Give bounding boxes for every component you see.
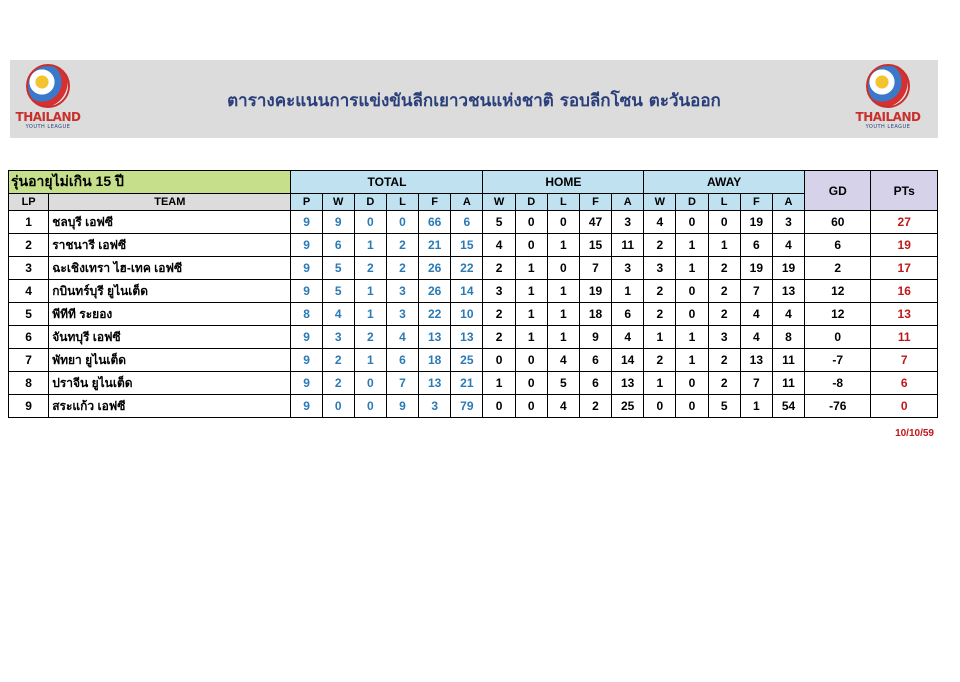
points-cell: 17 [871,257,938,280]
home-stat-cell: 4 [612,326,644,349]
total-stat-cell: 3 [386,303,418,326]
column-header-row [9,194,938,211]
position-cell: 7 [9,349,49,372]
logo-brand-text: THAILAND [15,110,81,124]
away-stat-cell: 2 [644,234,676,257]
total-stat-cell: 79 [451,395,483,418]
home-section-header: HOME [483,171,644,194]
total-stat-cell: 2 [386,257,418,280]
football-logo-icon [866,64,910,108]
total-stat-cell: 9 [291,257,322,280]
goal-difference-cell: 60 [805,211,871,234]
position-cell: 8 [9,372,49,395]
goal-difference-cell: 0 [805,326,871,349]
logo-brand-text: THAILAND [855,110,921,124]
away-stat-cell: 0 [676,395,708,418]
home-stat-cell: 0 [515,234,547,257]
logo-sub-text: YOUTH LEAGUE [865,124,911,130]
home-stat-cell: 3 [612,257,644,280]
total-stat-cell: 2 [354,257,386,280]
total-stat-cell: 1 [354,349,386,372]
points-cell: 7 [871,349,938,372]
total-stat-cell: 0 [354,395,386,418]
team-name-cell: ฉะเชิงเทรา ไฮ-เทค เอฟซี [49,257,291,280]
total-stat-cell: 8 [291,303,322,326]
total-col-header: W [322,194,354,211]
away-stat-cell: 0 [708,211,740,234]
total-stat-cell: 1 [354,303,386,326]
away-stat-cell: 19 [772,257,804,280]
total-stat-cell: 5 [322,257,354,280]
position-cell: 9 [9,395,49,418]
home-stat-cell: 2 [483,303,515,326]
home-stat-cell: 0 [547,257,579,280]
home-stat-cell: 2 [483,326,515,349]
home-stat-cell: 3 [483,280,515,303]
home-stat-cell: 0 [515,349,547,372]
goal-difference-cell: 12 [805,280,871,303]
total-stat-cell: 15 [451,234,483,257]
total-stat-cell: 9 [291,326,322,349]
away-stat-cell: 1 [676,326,708,349]
total-stat-cell: 3 [419,395,451,418]
away-stat-cell: 2 [708,280,740,303]
total-stat-cell: 4 [386,326,418,349]
total-stat-cell: 2 [322,349,354,372]
section-header-row [9,171,938,194]
home-stat-cell: 0 [483,395,515,418]
team-name-cell: สระแก้ว เอฟซี [49,395,291,418]
position-cell: 5 [9,303,49,326]
position-cell: 1 [9,211,49,234]
away-stat-cell: 11 [772,349,804,372]
away-stat-cell: 2 [644,280,676,303]
home-stat-cell: 4 [483,234,515,257]
total-col-header: A [451,194,483,211]
total-stat-cell: 13 [419,326,451,349]
team-name-cell: ราชนารี เอฟซี [49,234,291,257]
table-row [9,211,938,234]
home-stat-cell: 0 [483,349,515,372]
page-title: ตารางคะแนนการแข่งขันลีกเยาวชนแห่งชาติ รอบลีกโซน ตะวันออก [227,91,721,111]
away-stat-cell: 6 [740,234,772,257]
total-stat-cell: 22 [451,257,483,280]
team-name-cell: กบินทร์บุรี ยูไนเต็ด [49,280,291,303]
away-stat-cell: 3 [644,257,676,280]
home-stat-cell: 1 [483,372,515,395]
total-stat-cell: 9 [291,280,322,303]
away-stat-cell: 7 [740,372,772,395]
away-stat-cell: 0 [676,211,708,234]
total-stat-cell: 9 [291,211,322,234]
away-col-header: W [644,194,676,211]
team-name-cell: ชลบุรี เอฟซี [49,211,291,234]
home-stat-cell: 15 [579,234,611,257]
away-stat-cell: 8 [772,326,804,349]
table-row [9,395,938,418]
table-row [9,257,938,280]
total-stat-cell: 7 [386,372,418,395]
date-stamp: 10/10/59 [895,428,934,439]
total-stat-cell: 21 [419,234,451,257]
away-stat-cell: 19 [740,211,772,234]
total-stat-cell: 9 [322,211,354,234]
away-stat-cell: 2 [644,349,676,372]
home-stat-cell: 0 [515,395,547,418]
away-col-header: A [772,194,804,211]
away-stat-cell: 1 [644,372,676,395]
position-cell: 3 [9,257,49,280]
away-stat-cell: 2 [644,303,676,326]
away-stat-cell: 1 [676,257,708,280]
home-stat-cell: 6 [579,349,611,372]
total-stat-cell: 13 [419,372,451,395]
points-cell: 13 [871,303,938,326]
home-stat-cell: 11 [612,234,644,257]
thailand-youth-league-logo-right [852,64,924,134]
home-stat-cell: 0 [515,211,547,234]
total-stat-cell: 0 [386,211,418,234]
home-stat-cell: 1 [547,280,579,303]
total-stat-cell: 6 [451,211,483,234]
total-stat-cell: 14 [451,280,483,303]
away-stat-cell: 4 [740,303,772,326]
goal-difference-cell: 2 [805,257,871,280]
home-stat-cell: 1 [547,303,579,326]
total-stat-cell: 1 [354,280,386,303]
table-row [9,280,938,303]
total-stat-cell: 9 [291,234,322,257]
points-cell: 16 [871,280,938,303]
total-col-header: D [354,194,386,211]
away-stat-cell: 2 [708,257,740,280]
home-stat-cell: 2 [579,395,611,418]
total-stat-cell: 5 [322,280,354,303]
pts-header: PTs [871,171,938,211]
away-col-header: L [708,194,740,211]
away-stat-cell: 3 [772,211,804,234]
home-stat-cell: 0 [515,372,547,395]
total-stat-cell: 2 [386,234,418,257]
away-col-header: D [676,194,708,211]
home-stat-cell: 0 [547,211,579,234]
away-stat-cell: 13 [772,280,804,303]
away-stat-cell: 0 [676,280,708,303]
goal-difference-cell: -8 [805,372,871,395]
team-name-cell: พีทีที ระยอง [49,303,291,326]
points-cell: 27 [871,211,938,234]
away-stat-cell: 13 [740,349,772,372]
goal-difference-cell: 6 [805,234,871,257]
total-col-header: F [419,194,451,211]
standings-body [9,211,938,418]
home-stat-cell: 9 [579,326,611,349]
home-stat-cell: 3 [612,211,644,234]
home-col-header: D [515,194,547,211]
home-stat-cell: 5 [483,211,515,234]
home-col-header: L [547,194,579,211]
home-stat-cell: 47 [579,211,611,234]
away-stat-cell: 0 [676,372,708,395]
total-stat-cell: 9 [291,349,322,372]
goal-difference-cell: -76 [805,395,871,418]
away-stat-cell: 54 [772,395,804,418]
away-stat-cell: 4 [772,303,804,326]
home-stat-cell: 2 [483,257,515,280]
total-stat-cell: 3 [322,326,354,349]
away-stat-cell: 1 [676,349,708,372]
total-stat-cell: 21 [451,372,483,395]
table-row [9,234,938,257]
away-stat-cell: 11 [772,372,804,395]
away-stat-cell: 0 [676,303,708,326]
home-stat-cell: 18 [579,303,611,326]
gd-header: GD [805,171,871,211]
away-stat-cell: 4 [644,211,676,234]
total-col-header: L [386,194,418,211]
home-stat-cell: 1 [547,234,579,257]
total-stat-cell: 0 [322,395,354,418]
home-stat-cell: 14 [612,349,644,372]
total-stat-cell: 0 [354,372,386,395]
total-stat-cell: 6 [322,234,354,257]
standings-table [8,170,938,418]
home-stat-cell: 6 [579,372,611,395]
total-stat-cell: 18 [419,349,451,372]
away-stat-cell: 0 [644,395,676,418]
home-stat-cell: 19 [579,280,611,303]
total-stat-cell: 4 [322,303,354,326]
total-stat-cell: 13 [451,326,483,349]
table-row [9,372,938,395]
home-stat-cell: 6 [612,303,644,326]
home-stat-cell: 1 [547,326,579,349]
home-stat-cell: 1 [515,303,547,326]
away-stat-cell: 2 [708,372,740,395]
away-stat-cell: 1 [740,395,772,418]
table-row [9,303,938,326]
total-stat-cell: 22 [419,303,451,326]
table-row [9,349,938,372]
home-stat-cell: 1 [612,280,644,303]
home-stat-cell: 4 [547,395,579,418]
goal-difference-cell: 12 [805,303,871,326]
position-cell: 4 [9,280,49,303]
home-col-header: F [579,194,611,211]
away-stat-cell: 4 [772,234,804,257]
away-stat-cell: 2 [708,349,740,372]
total-stat-cell: 26 [419,257,451,280]
total-stat-cell: 10 [451,303,483,326]
home-col-header: W [483,194,515,211]
away-stat-cell: 4 [740,326,772,349]
total-stat-cell: 9 [386,395,418,418]
away-stat-cell: 7 [740,280,772,303]
home-stat-cell: 25 [612,395,644,418]
home-col-header: A [612,194,644,211]
total-section-header: TOTAL [291,171,483,194]
lp-header: LP [9,194,49,211]
away-stat-cell: 3 [708,326,740,349]
total-stat-cell: 1 [354,234,386,257]
total-col-header: P [291,194,322,211]
team-name-cell: ปราจีน ยูไนเต็ด [49,372,291,395]
away-stat-cell: 1 [644,326,676,349]
team-name-cell: จันทบุรี เอฟซี [49,326,291,349]
points-cell: 19 [871,234,938,257]
points-cell: 6 [871,372,938,395]
total-stat-cell: 0 [354,211,386,234]
position-cell: 6 [9,326,49,349]
away-stat-cell: 1 [676,234,708,257]
goal-difference-cell: -7 [805,349,871,372]
team-header: TEAM [49,194,291,211]
total-stat-cell: 9 [291,372,322,395]
home-stat-cell: 7 [579,257,611,280]
away-stat-cell: 2 [708,303,740,326]
home-stat-cell: 4 [547,349,579,372]
total-stat-cell: 6 [386,349,418,372]
points-cell: 0 [871,395,938,418]
total-stat-cell: 25 [451,349,483,372]
away-section-header: AWAY [644,171,805,194]
home-stat-cell: 5 [547,372,579,395]
home-stat-cell: 1 [515,257,547,280]
total-stat-cell: 26 [419,280,451,303]
position-cell: 2 [9,234,49,257]
header-banner [10,60,938,138]
home-stat-cell: 1 [515,326,547,349]
away-stat-cell: 1 [708,234,740,257]
total-stat-cell: 3 [386,280,418,303]
total-stat-cell: 2 [322,372,354,395]
away-stat-cell: 19 [740,257,772,280]
home-stat-cell: 1 [515,280,547,303]
team-name-cell: พัทยา ยูไนเต็ด [49,349,291,372]
logo-sub-text: YOUTH LEAGUE [25,124,71,130]
away-col-header: F [740,194,772,211]
away-stat-cell: 5 [708,395,740,418]
age-group-label: รุ่นอายุไม่เกิน 15 ปี [9,171,291,194]
home-stat-cell: 13 [612,372,644,395]
total-stat-cell: 9 [291,395,322,418]
points-cell: 11 [871,326,938,349]
table-row [9,326,938,349]
total-stat-cell: 2 [354,326,386,349]
total-stat-cell: 66 [419,211,451,234]
